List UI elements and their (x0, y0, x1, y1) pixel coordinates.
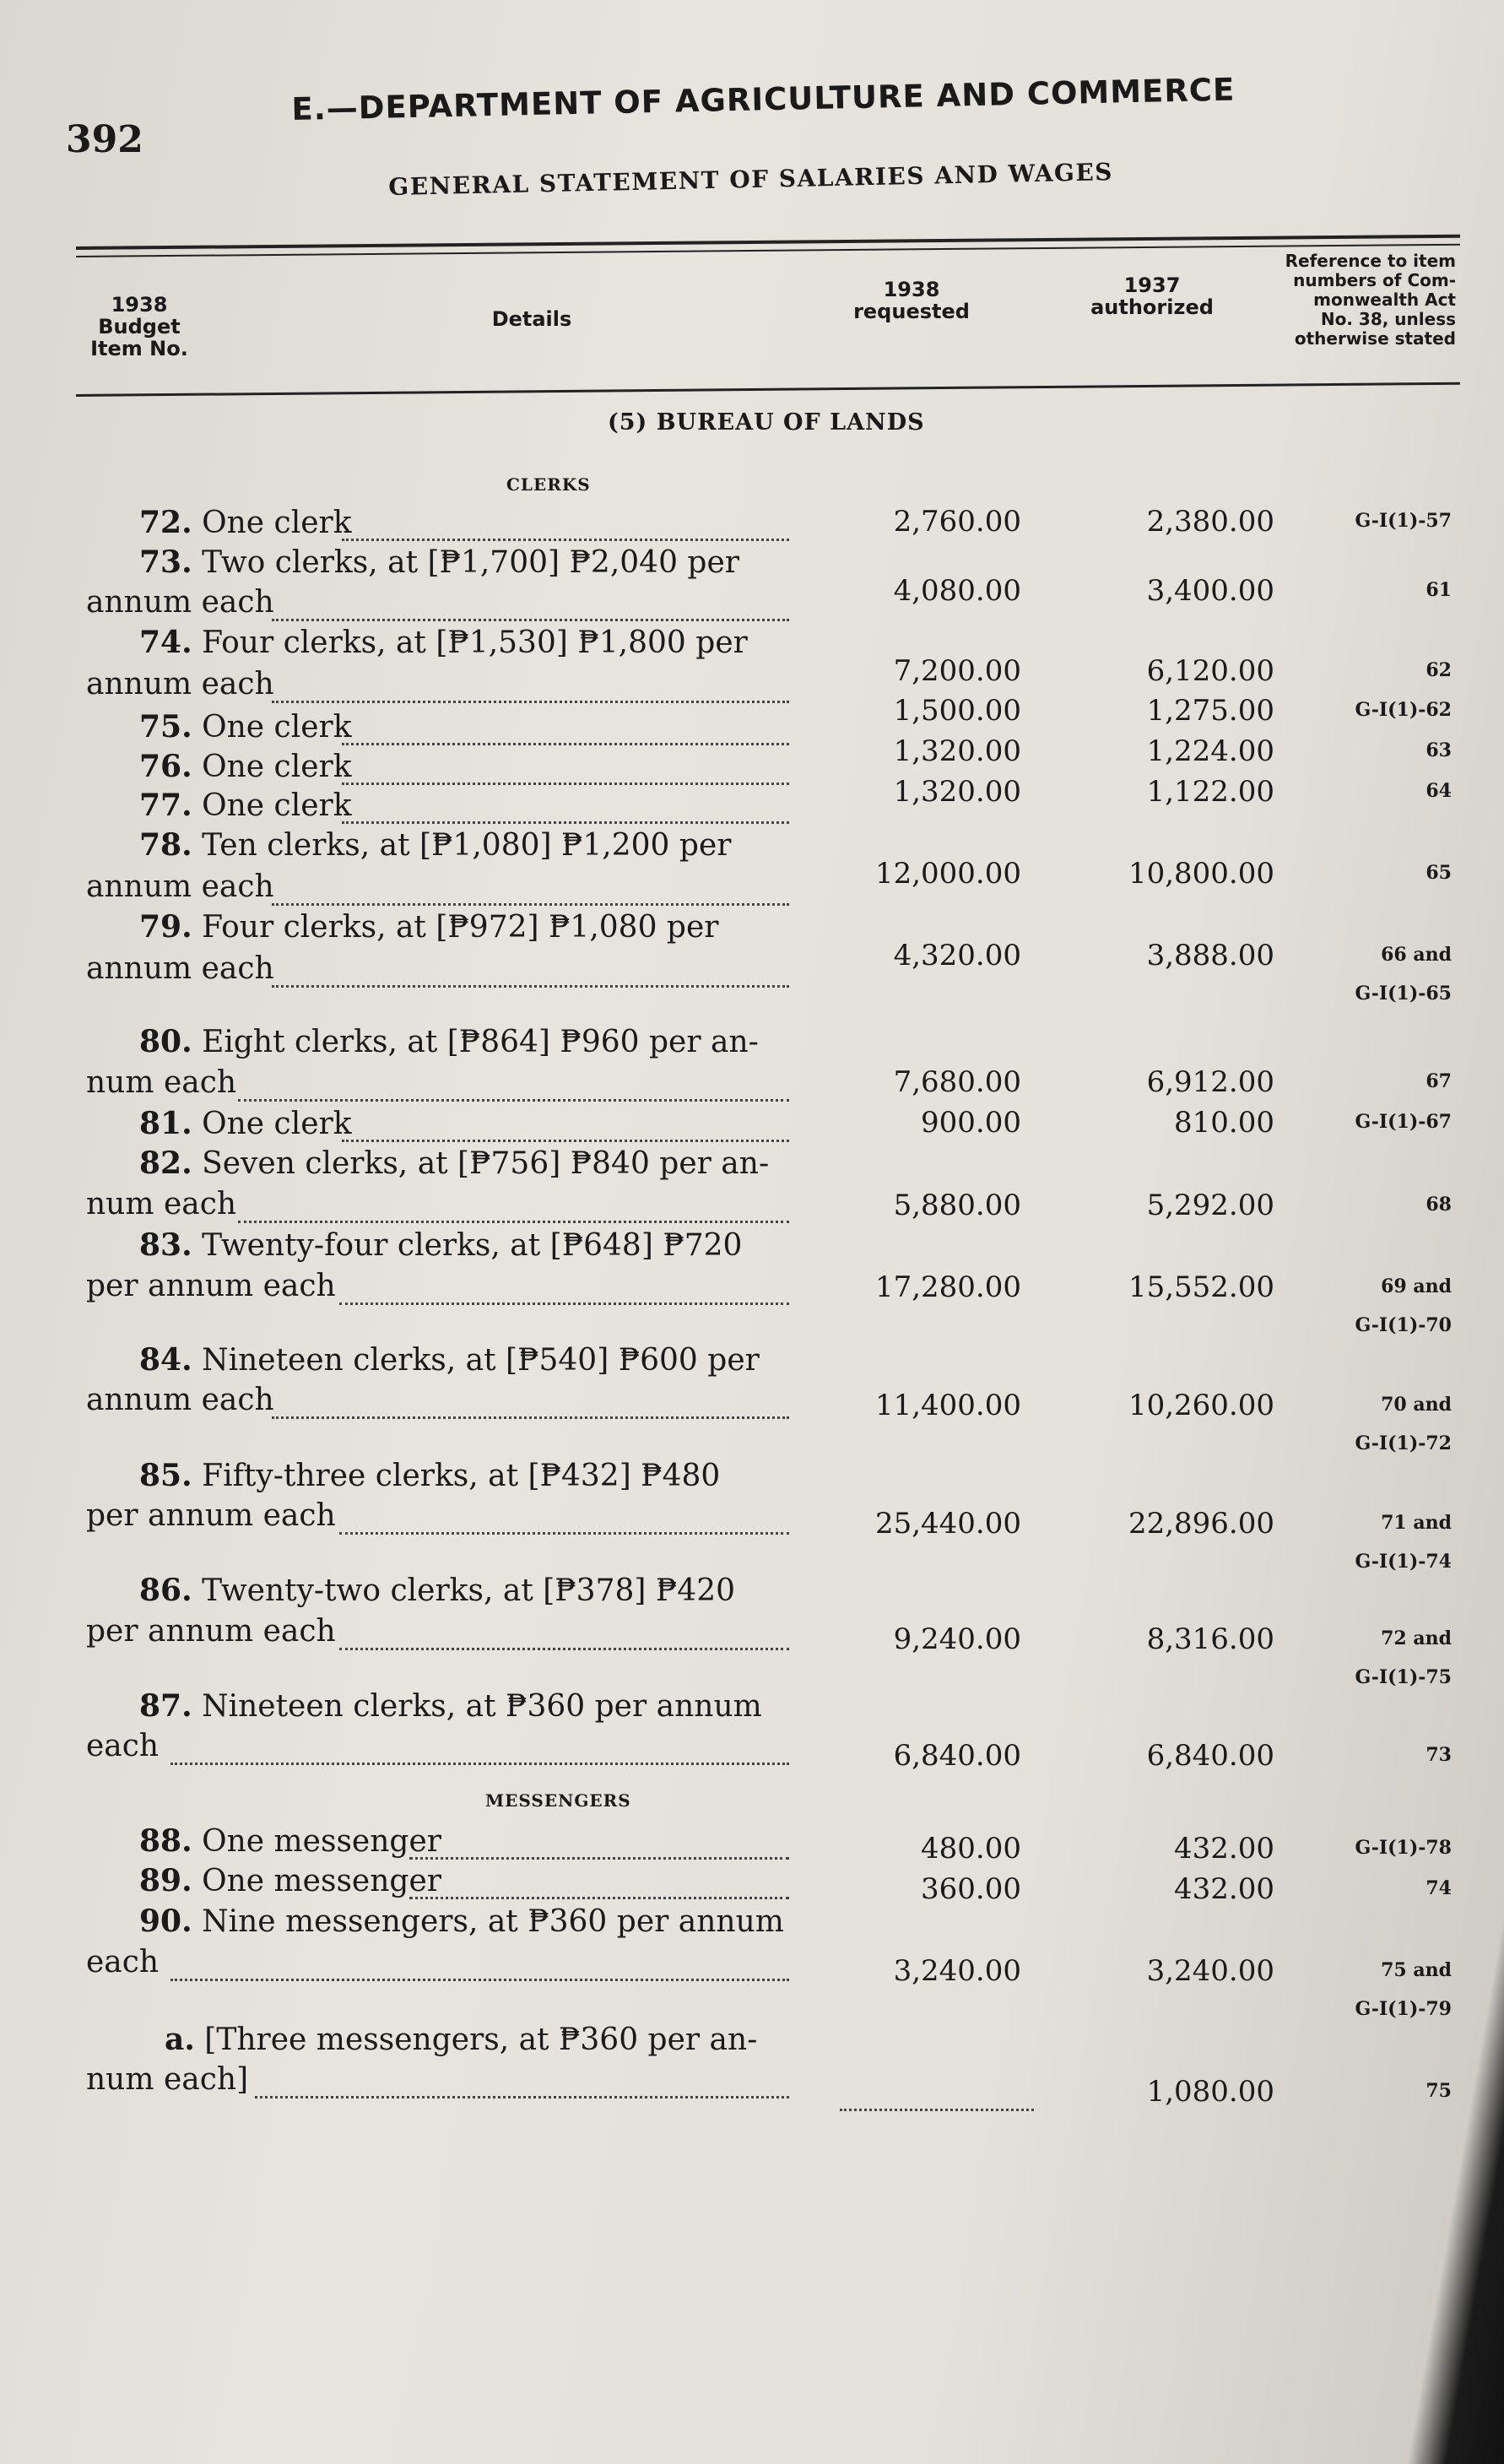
reference: G-I(1)-62 (1355, 699, 1452, 721)
requested-1938: 1,320.00 (893, 775, 1021, 809)
authorized-1937: 810.00 (1174, 1106, 1274, 1140)
leader-dots (272, 985, 789, 988)
page-number: 392 (66, 118, 143, 161)
reference: 63 (1426, 739, 1452, 761)
item-line-2: annum each (86, 1383, 274, 1417)
reference: 74 (1426, 1877, 1452, 1899)
leader-dots (238, 1221, 789, 1223)
item-description: One clerk (192, 710, 352, 745)
item-number: 89. (139, 1863, 192, 1898)
authorized-1937: 432.00 (1174, 1832, 1274, 1866)
item-description: One clerk (192, 750, 352, 784)
item-line-2: annum each (86, 869, 274, 904)
authorized-1937: 3,240.00 (1146, 1954, 1274, 1988)
item-number: 80. (139, 1024, 192, 1059)
section-title: (5) BUREAU OF LANDS (608, 409, 925, 436)
header-authorized: 1937 authorized (1090, 273, 1214, 319)
leader-dots (339, 1532, 789, 1535)
item-number: 86. (139, 1573, 192, 1608)
authorized-1937: 1,080.00 (1146, 2075, 1274, 2109)
leader-dots (170, 1979, 789, 1981)
requested-1938: 1,500.00 (893, 694, 1021, 728)
leader-dots (170, 1763, 789, 1765)
item-line-1 (139, 1904, 784, 1939)
item-line-2: num each] (86, 2062, 249, 2097)
item-number: 82. (139, 1145, 192, 1181)
category-messengers: MESSENGERS (485, 1790, 631, 1811)
header-details: Details (491, 307, 572, 331)
reference: 68 (1426, 1194, 1452, 1216)
reference: G-I(1)-74 (1355, 1551, 1452, 1573)
item-description: Fifty-three clerks, at [₱432] ₱480 (192, 1459, 721, 1493)
leader-dots (342, 539, 789, 541)
item-number: 85. (139, 1458, 192, 1493)
requested-1938: 2,760.00 (893, 505, 1021, 539)
leader-dots (342, 1140, 789, 1142)
item-line-1 (139, 1863, 441, 1898)
reference: 75 and (1381, 1959, 1452, 1981)
item-number: 72. (139, 505, 192, 540)
authorized-1937: 3,400.00 (1146, 574, 1274, 608)
item-description: Ten clerks, at [₱1,080] ₱1,200 per (192, 828, 732, 863)
reference: G-I(1)-70 (1355, 1314, 1452, 1336)
reference: 65 (1426, 862, 1452, 884)
item-description: One clerk (192, 506, 352, 540)
authorized-1937: 1,224.00 (1146, 734, 1274, 768)
item-line-1 (139, 1823, 441, 1859)
item-number: 77. (139, 788, 192, 823)
item-line-1 (139, 749, 352, 784)
requested-1938: 360.00 (921, 1872, 1021, 1906)
authorized-1937: 1,275.00 (1146, 694, 1274, 728)
leader-dots (342, 783, 789, 785)
authorized-1937: 1,122.00 (1146, 775, 1274, 809)
statement-subtitle: GENERAL STATEMENT OF SALARIES AND WAGES (388, 158, 1114, 201)
item-line-1 (139, 505, 352, 540)
item-line-2: num each (86, 1065, 237, 1100)
reference: 71 and (1381, 1512, 1452, 1534)
authorized-1937: 8,316.00 (1146, 1622, 1274, 1656)
item-line-2: num each (86, 1187, 237, 1221)
item-description: Nineteen clerks, at ₱360 per annum (192, 1689, 762, 1724)
requested-1938: 5,880.00 (893, 1189, 1021, 1222)
requested-1938: 7,200.00 (893, 654, 1021, 688)
item-description: One messenger (192, 1864, 441, 1898)
item-description: [Three messengers, at ₱360 per an- (194, 2023, 758, 2057)
reference: 64 (1426, 780, 1452, 802)
item-number: 74. (139, 625, 192, 660)
requested-1938: 6,840.00 (893, 1739, 1021, 1773)
item-number: 84. (139, 1342, 192, 1378)
requested-1938: 3,240.00 (893, 1954, 1021, 1988)
item-description: Four clerks, at [₱1,530] ₱1,800 per (192, 625, 748, 660)
item-number: 90. (139, 1904, 192, 1939)
item-description: Nine messengers, at ₱360 per annum (192, 1904, 784, 1939)
authorized-1937: 6,120.00 (1146, 654, 1274, 688)
leader-dots (409, 1897, 789, 1899)
leader-dots (339, 1302, 789, 1305)
item-number: a. (165, 2022, 195, 2057)
requested-1938: 25,440.00 (874, 1507, 1021, 1541)
item-line-2: each (86, 1729, 160, 1763)
item-line-1 (139, 1024, 759, 1059)
item-description: Eight clerks, at [₱864] ₱960 per an- (192, 1025, 759, 1059)
item-number: 76. (139, 749, 192, 784)
leader-dots (409, 1857, 789, 1860)
department-heading: E.—DEPARTMENT OF AGRICULTURE AND COMMERCE (291, 71, 1236, 127)
reference: 66 and (1381, 944, 1452, 966)
reference: 72 and (1381, 1627, 1452, 1649)
requested-1938: 900.00 (921, 1106, 1021, 1140)
reference: 73 (1426, 1744, 1452, 1766)
item-line-2: annum each (86, 951, 274, 986)
leader-dots (272, 903, 789, 906)
leader-dots (342, 743, 789, 745)
category-clerks: CLERKS (506, 474, 591, 495)
item-description: Two clerks, at [₱1,700] ₱2,040 per (192, 545, 739, 580)
item-line-2: per annum each (86, 1498, 336, 1533)
leader-dots (342, 821, 789, 824)
item-line-1 (139, 827, 731, 863)
header-item-no: 1938 Budget Item No. (90, 293, 188, 360)
item-line-1 (165, 2022, 757, 2057)
item-line-1 (139, 909, 719, 945)
item-line-1 (139, 625, 748, 660)
reference: 75 (1426, 2080, 1452, 2102)
item-description: Four clerks, at [₱972] ₱1,080 per (192, 910, 719, 945)
authorized-1937: 2,380.00 (1146, 505, 1274, 539)
leader-dots (238, 1099, 789, 1102)
item-description: Seven clerks, at [₱756] ₱840 per an- (192, 1146, 770, 1181)
item-line-1 (139, 709, 352, 745)
reference: 62 (1426, 659, 1452, 681)
requested-1938: 12,000.00 (874, 857, 1021, 891)
item-description: Twenty-two clerks, at [₱378] ₱420 (192, 1573, 736, 1608)
item-line-1 (139, 1145, 769, 1181)
item-number: 83. (139, 1227, 192, 1263)
item-line-2: annum each (86, 667, 274, 701)
item-line-1 (139, 788, 352, 823)
requested-blank-dots (840, 2109, 1034, 2111)
item-line-1 (139, 1106, 352, 1141)
item-line-1 (139, 1573, 735, 1608)
item-line-1 (139, 1458, 720, 1493)
requested-1938: 480.00 (921, 1832, 1021, 1866)
item-line-1 (139, 1688, 762, 1724)
item-number: 78. (139, 827, 192, 863)
header-requested: 1938 requested (853, 278, 970, 323)
header-reference: Reference to item numbers of Com- monwealth Act No. 38, unless otherwise stated (1285, 251, 1456, 349)
requested-1938: 11,400.00 (874, 1389, 1021, 1422)
authorized-1937: 6,840.00 (1146, 1739, 1274, 1773)
authorized-1937: 3,888.00 (1146, 939, 1274, 972)
requested-1938: 9,240.00 (893, 1622, 1021, 1656)
item-line-1 (139, 1342, 760, 1378)
reference: G-I(1)-72 (1355, 1432, 1452, 1454)
reference: 67 (1426, 1070, 1452, 1092)
reference: G-I(1)-57 (1355, 510, 1452, 532)
item-number: 87. (139, 1688, 192, 1724)
item-number: 88. (139, 1823, 192, 1859)
leader-dots (255, 2096, 789, 2098)
reference: G-I(1)-65 (1355, 983, 1452, 1005)
item-line-2: per annum each (86, 1614, 336, 1649)
reference: G-I(1)-79 (1355, 1998, 1452, 2020)
reference: G-I(1)-78 (1355, 1837, 1452, 1859)
authorized-1937: 10,260.00 (1128, 1389, 1274, 1422)
reference: G-I(1)-75 (1355, 1666, 1452, 1688)
authorized-1937: 432.00 (1174, 1872, 1274, 1906)
leader-dots (272, 1416, 789, 1419)
item-line-2: per annum each (86, 1269, 336, 1303)
authorized-1937: 10,800.00 (1128, 857, 1274, 891)
authorized-1937: 15,552.00 (1128, 1270, 1274, 1304)
item-description: One messenger (192, 1824, 441, 1859)
item-line-2: annum each (86, 585, 274, 620)
requested-1938: 4,320.00 (893, 939, 1021, 972)
authorized-1937: 5,292.00 (1146, 1189, 1274, 1222)
item-line-2: each (86, 1945, 160, 1979)
item-description: One clerk (192, 788, 352, 823)
requested-1938: 17,280.00 (874, 1270, 1021, 1304)
header-rule-bottom (76, 382, 1460, 397)
item-number: 81. (139, 1106, 192, 1141)
leader-dots (272, 619, 789, 621)
requested-1938: 7,680.00 (893, 1065, 1021, 1099)
header-rule-top (76, 235, 1460, 250)
item-number: 73. (139, 544, 192, 580)
item-number: 75. (139, 709, 192, 745)
authorized-1937: 6,912.00 (1146, 1065, 1274, 1099)
item-description: One clerk (192, 1107, 352, 1141)
requested-1938: 4,080.00 (893, 574, 1021, 608)
leader-dots (272, 701, 789, 703)
requested-1938: 1,320.00 (893, 734, 1021, 768)
item-line-1 (139, 1227, 742, 1263)
reference: G-I(1)-67 (1355, 1111, 1452, 1133)
item-description: Twenty-four clerks, at [₱648] ₱720 (192, 1228, 743, 1263)
item-description: Nineteen clerks, at [₱540] ₱600 per (192, 1343, 760, 1378)
reference: 61 (1426, 579, 1452, 601)
item-number: 79. (139, 909, 192, 945)
item-line-1 (139, 544, 739, 580)
reference: 69 and (1381, 1275, 1452, 1297)
reference: 70 and (1381, 1394, 1452, 1416)
authorized-1937: 22,896.00 (1128, 1507, 1274, 1541)
leader-dots (339, 1648, 789, 1650)
